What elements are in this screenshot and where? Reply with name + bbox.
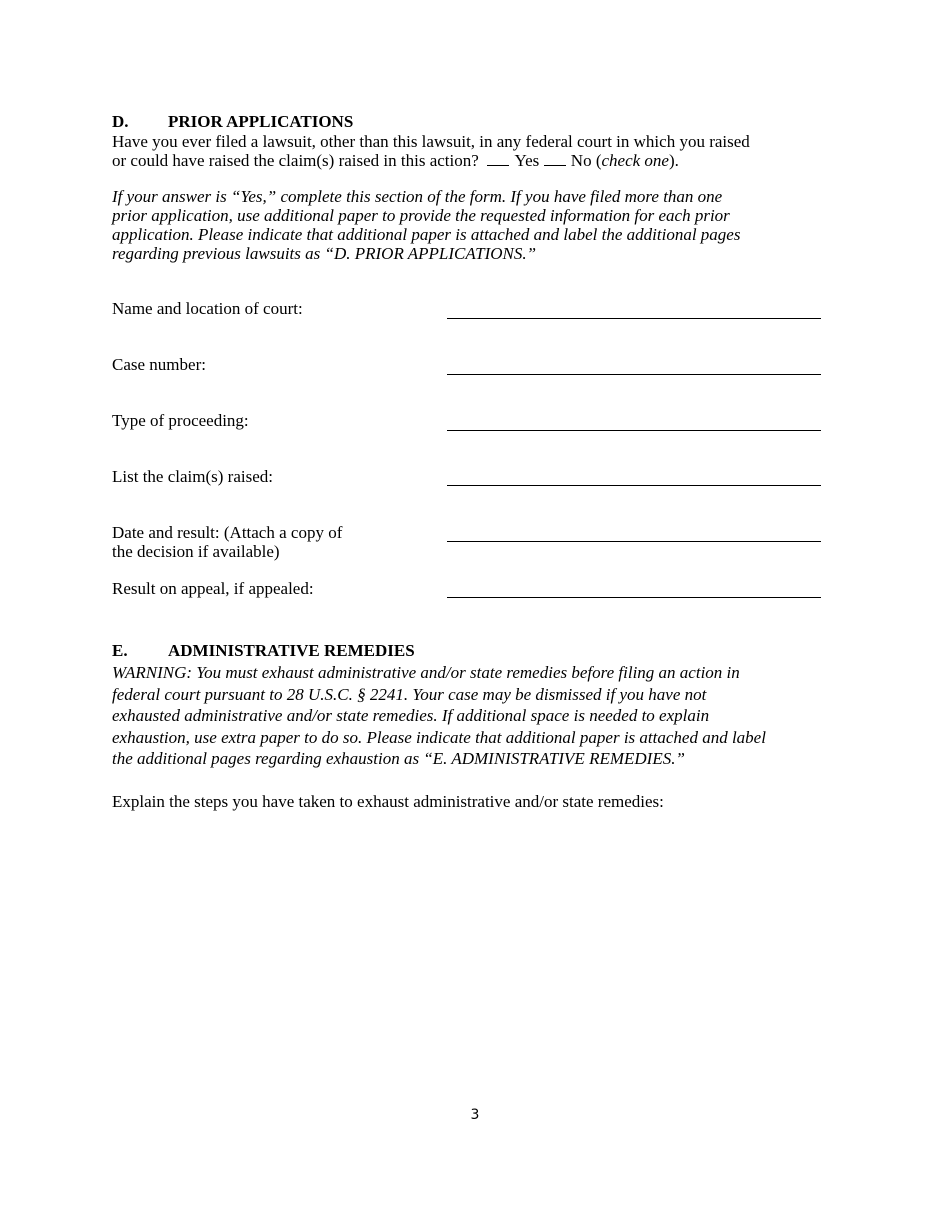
claims-raised-label: List the claim(s) raised: [112,467,273,486]
explanation-area[interactable] [112,820,837,1090]
instruction-line: prior application, use additional paper to provide the requested information for each prior [112,206,730,225]
no-label: No ( [570,151,602,170]
instruction-line: application. Please indicate that additional paper is attached and label the additional pages [112,225,741,244]
prior-applications-question [112,132,842,170]
section-d-letter: D. [112,112,129,131]
appeal-result-field[interactable] [447,597,821,598]
warning-line: exhausted administrative and/or state remedies. If additional space is needed to explain [112,706,710,725]
claims-raised-field[interactable] [447,485,821,486]
yes-blank[interactable] [487,151,509,166]
instruction-line: regarding previous lawsuits as “D. PRIOR APPLICATIONS.” [112,244,537,263]
date-result-field[interactable] [447,541,821,542]
explain-steps-prompt: Explain the steps you have taken to exhaust administrative and/or state remedies: [112,792,664,811]
question-line-2: or could have raised the claim(s) raised in this action? [112,151,479,170]
proceeding-type-field[interactable] [447,430,821,431]
appeal-result-label: Result on appeal, if appealed: [112,579,314,598]
prior-applications-instructions [112,187,842,263]
section-e-letter: E. [112,641,128,660]
case-number-label: Case number: [112,355,206,374]
page-number: 3 [470,1107,480,1123]
warning-line: WARNING: You must exhaust administrative and/or state remedies before filing an action in [112,663,740,682]
section-d-title: PRIOR APPLICATIONS [168,112,354,131]
administrative-remedies-warning [112,662,842,770]
closing-text: ). [668,151,679,170]
warning-line: exhaustion, use extra paper to do so. Please indicate that additional paper is attached and label [112,727,766,747]
section-e-title: ADMINISTRATIVE REMEDIES [168,641,415,660]
section-d-heading [112,112,353,132]
date-result-label-line-2: the decision if available) [112,542,280,561]
no-blank[interactable] [544,151,566,166]
warning-line: federal court pursuant to 28 U.S.C. § 2241. Your case may be dismissed if you have not [112,684,707,704]
date-result-label-line-1: Date and result: (Attach a copy of [112,523,343,542]
date-result-label [112,523,342,561]
proceeding-type-label: Type of proceeding: [112,411,249,430]
section-e-heading [112,641,415,661]
yes-label: Yes [514,151,540,170]
instruction-line: If your answer is “Yes,” complete this section of the form. If you have filed more than one [112,187,723,206]
court-name-field[interactable] [447,318,821,319]
warning-line: the additional pages regarding exhaustion as “E. ADMINISTRATIVE REMEDIES.” [112,749,685,768]
check-one-text: check one [601,151,669,170]
court-name-label: Name and location of court: [112,299,303,318]
case-number-field[interactable] [447,374,821,375]
question-line-1: Have you ever filed a lawsuit, other than this lawsuit, in any federal court in which you raised [112,132,750,151]
